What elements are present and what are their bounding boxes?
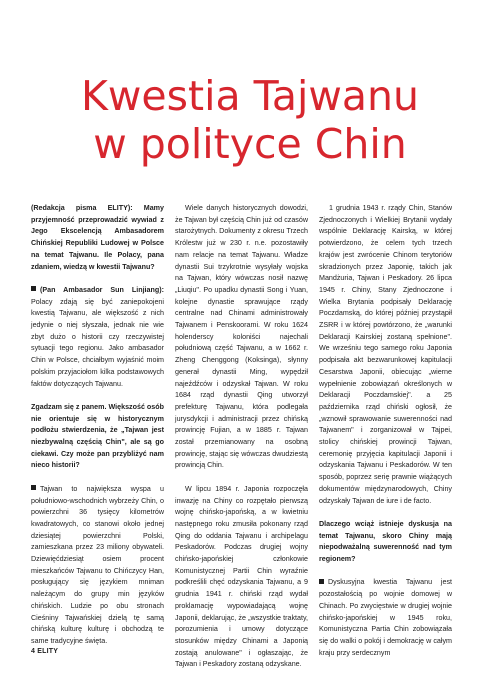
- interview-question: Zgadzam się z panem. Większość osób nie orientuje się w historycznym podłożu stwierdzenia, że „Tajwan jest niezbywalną częścią Chin", ale są go ciekawi. Czy może pan przybliżyć nam nieco historii?: [31, 402, 164, 470]
- body-paragraph: Wiele danych historycznych dowodzi, że Tajwan był częścią Chin już od czasów starożytnych. Dokumenty z okresu Trzech Królestw już w 230 r. n.e. pozostawiły nam relacje na temat Tajwanu. Władze dynastii Sui trzykrotnie wysyłały wojska na Tajwan, który wówczas nosił nazwę „Liuqiu". Po upadku dynastii Song i Yuan, kolejne dynastie sprawujące rządy centralne nad Chinami administrowały Tajwanem i Penskoorami. W roku 1624 holenderscy koloniści najechali południową część Tajwanu, a w 1662 r. Zheng Chenggong (Koksinga), słynny generał dynastii Ming, wypędził najeźdźców i odzyskał Tajwan. W roku 1684 rząd dynastii Qing utworzył prefekturę Tajwanu, która podlegała jurysdykcji i administracji przez chińską prowincję Fujian, a w 1885 r. Tajwan został przemianowany na osobną prowincję, stając się wówczas dwudziestą prowincją Chin.: [175, 204, 308, 470]
- page-footer: [31, 648, 58, 655]
- interview-question: Dlaczego wciąż istnieje dyskusja na temat Tajwanu, skoro Chiny mają niepodważalną suwerenność nad tym regionem?: [319, 519, 452, 564]
- text-column-2: [175, 203, 308, 671]
- interview-answer: [31, 484, 164, 648]
- answer-text: Polacy zdają się być zaniepokojeni kwestią Tajwanu, ale większość z nich jedynie o niej słyszała, jednak nie wie zbyt dużo o historii czy rzeczywistej sytuacji tego regionu. Jako ambasador Chin w Polsce, chciałbym wyjaśnić moim polskim przyjaciołom kilka podstawowych faktów dotyczących Tajwanu.: [31, 297, 164, 388]
- text-column-1: [31, 203, 164, 648]
- magazine-name: ELITY: [37, 648, 59, 655]
- interview-question: (Redakcja pisma ELITY): Mamy przyjemność przeprowadzić wywiad z Jego Ekscelencją Ambasadorem Chińskiej Republiki Ludowej w Polsce na temat Tajwanu. Ile Polacy, pana zdaniem, wiedzą w kwestii Tajwanu?: [31, 204, 164, 271]
- answer-text: Tajwan to największa wyspa u południowo-wschodnich wybrzeży Chin, o powierzchni 36 tysięcy kilometrów kwadratowych, co stanowi około jednej dziesiątej powierzchni Polski, zamieszkana przez 23 miliony obywateli. Dziewięćdziesiąt osiem procent mieszkańców Tajwanu to Chińczycy Han, posługujący się językiem mniman należącym do grupy min języków chińskich. Ludzie po obu stronach Cieśniny Tajwańskiej dzielą tę samą chińską kulturę kulturę i obchodzą te same tradycyjne święta.: [31, 484, 164, 645]
- body-paragraph: W lipcu 1894 r. Japonia rozpoczęła inwazję na Chiny co rozpętało pierwszą wojnę chińsko-japońską, a w kwietniu następnego roku zmusiła pokonany rząd Qing do oddania Tajwanu i archipelagu Peskadorów. Podczas drugiej wojny chińsko-japońskiej członkowie Komunistycznej Partii Chin wyraźnie podkreślili chęć odzyskania Tajwanu, a 9 grudnia 1941 r. chiński rząd wydał proklamację wypowiadającą wojnę Japonii, deklarując, że „wszystkie traktaty, porozumienia i umowy dotyczące stosunków między Chinami a Japonią zostają anulowane" i ogłaszając, że Tajwan i Peskadory zostaną odzyskane.: [175, 484, 308, 669]
- answer-lead: (Pan Ambasador Sun Linjiang):: [40, 285, 164, 294]
- bullet-square-icon: [319, 579, 324, 584]
- interview-answer: [319, 577, 452, 659]
- text-column-3: [319, 203, 452, 659]
- interview-answer: [31, 285, 164, 390]
- title-line-2: w polityce Chin: [93, 120, 407, 168]
- answer-text: Dyskusyjna kwestia Tajwanu jest pozostałością po wojnie domowej w Chinach. Po zwycięstwie w drugiej wojnie chińsko-japońskiej w 1945 roku, Komunistyczna Partia Chin zobowiązała się do walki o pokój i demokrację w całym kraju przy serdecznym: [319, 578, 452, 657]
- body-paragraph: 1 grudnia 1943 r. rządy Chin, Stanów Zjednoczonych i Wielkiej Brytanii wydały wspólnie Deklarację Kairską, w której potwierdzono, że celem tych trzech krajów jest zwrócenie Chinom terytoriów skradzionych przez Japonię, takich jak Mandżuria, Tajwan i Peskadory. 26 lipca 1945 r. Chiny, Stany Zjednoczone i Wielka Brytania podpisały Deklarację Poczdamską, do której później przystąpił ZSRR i w której powtórzono, że „warunki Deklaracji Kairskiej zostaną spełnione". We wrześniu tego samego roku Japonia podpisała akt bezwarunkowej kapitulacji Cesarstwa Japonii, obiecując „wierne wypełnienie zobowiązań określonych w Deklaracji Poczdamskiej". a 25 października rząd chiński ogłosił, że „wznowił sprawowanie suwerenności nad Tajwanem" i zorganizował w Tajpei, stolicy chińskiej prowincji Tajwan, ceremonię przyjęcia kapitulacji Japonii i odzyskania Tajwanu i Peskadorów. W ten sposób, poprzez serię prawnie wiążących dokumentów międzynarodowych, Chiny odzyskały Tajwan de iure i de facto.: [319, 204, 452, 505]
- title-line-1: Kwestia Tajwanu: [80, 72, 420, 120]
- page-number: 4: [31, 648, 36, 655]
- page-title: [0, 72, 500, 168]
- bullet-square-icon: [31, 286, 36, 291]
- bullet-square-icon: [31, 485, 36, 490]
